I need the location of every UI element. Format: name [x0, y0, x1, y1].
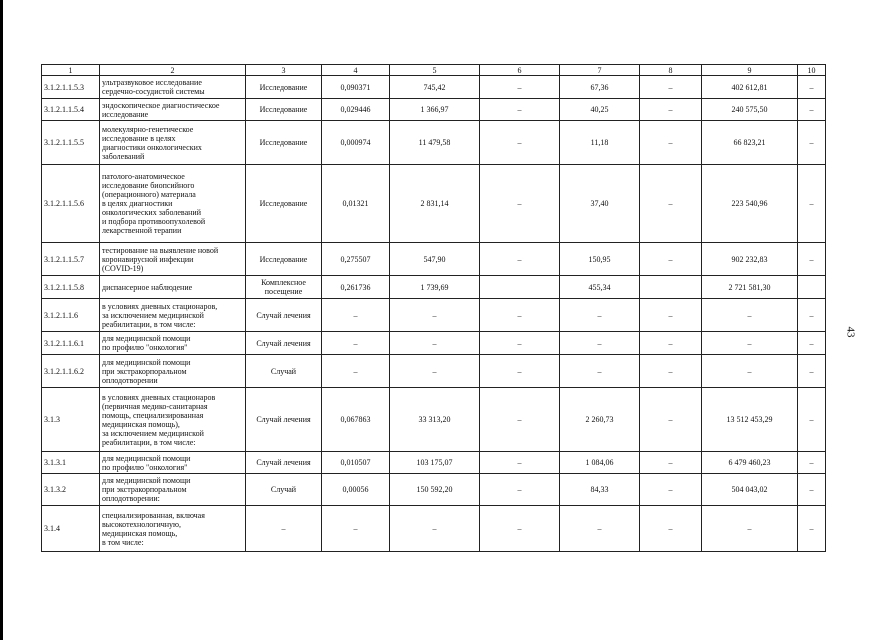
row-name-line: (первичная медико-санитарная — [102, 401, 208, 411]
row-unit: Случай — [246, 474, 322, 506]
row-code: 3.1.3.1 — [42, 452, 100, 474]
row-value-10: – — [798, 243, 826, 276]
row-name-line: для медицинской помощи — [102, 357, 191, 367]
row-name-line: сердечно-сосудистой системы — [102, 87, 205, 96]
column-number-row — [42, 65, 826, 76]
row-value-9: – — [702, 299, 798, 332]
row-value-10: – — [798, 121, 826, 165]
row-value-9: 902 232,83 — [702, 243, 798, 276]
row-name-line: медицинская помощь, — [102, 528, 178, 538]
row-name-line: за исключением медицинской — [102, 310, 204, 320]
column-number: 8 — [640, 65, 702, 76]
row-name-line: за исключением медицинской — [102, 428, 204, 438]
row-code: 3.1.2.1.1.5.6 — [42, 165, 100, 243]
row-value-4: 0,00056 — [322, 474, 390, 506]
row-value-6: – — [480, 243, 560, 276]
row-value-6: – — [480, 76, 560, 99]
row-value-4: 0,067863 — [322, 388, 390, 452]
row-name — [100, 121, 246, 165]
row-value-8: – — [640, 165, 702, 243]
row-value-7: – — [560, 299, 640, 332]
column-number: 9 — [702, 65, 798, 76]
row-value-8: – — [640, 332, 702, 355]
row-value-4: – — [322, 299, 390, 332]
row-name — [100, 506, 246, 552]
row-value-7: – — [560, 355, 640, 388]
row-value-5: 745,42 — [390, 76, 480, 99]
row-value-10: – — [798, 388, 826, 452]
row-unit: Случай лечения — [246, 452, 322, 474]
row-name — [100, 99, 246, 121]
row-unit: Случай лечения — [246, 332, 322, 355]
row-value-6: – — [480, 506, 560, 552]
column-number: 2 — [100, 65, 246, 76]
row-value-5: 150 592,20 — [390, 474, 480, 506]
row-value-9: 223 540,96 — [702, 165, 798, 243]
row-name-line: онкологических заболеваний — [102, 208, 201, 217]
column-number: 3 — [246, 65, 322, 76]
row-name — [100, 165, 246, 243]
row-value-7: 1 084,06 — [560, 452, 640, 474]
row-value-8: – — [640, 388, 702, 452]
row-unit: Случай — [246, 355, 322, 388]
row-value-8: – — [640, 506, 702, 552]
row-value-7: 150,95 — [560, 243, 640, 276]
row-value-6: – — [480, 165, 560, 243]
row-code: 3.1.3.2 — [42, 474, 100, 506]
row-name-line: реабилитации, в том числе: — [102, 437, 196, 447]
row-name-line: в том числе: — [102, 537, 144, 547]
row-value-6: – — [480, 121, 560, 165]
row-value-6 — [480, 276, 560, 299]
row-value-4: 0,275507 — [322, 243, 390, 276]
row-unit: – — [246, 506, 322, 552]
row-code: 3.1.2.1.1.5.3 — [42, 76, 100, 99]
row-name-line: для медицинской помощи — [102, 334, 191, 343]
row-value-10: – — [798, 474, 826, 506]
row-value-10: – — [798, 355, 826, 388]
table-row — [42, 474, 826, 506]
row-value-6: – — [480, 388, 560, 452]
table-row — [42, 165, 826, 243]
row-value-8: – — [640, 76, 702, 99]
row-code: 3.1.2.1.1.5.5 — [42, 121, 100, 165]
row-name — [100, 452, 246, 474]
row-value-10: – — [798, 332, 826, 355]
column-number: 6 — [480, 65, 560, 76]
row-code: 3.1.3 — [42, 388, 100, 452]
row-value-8: – — [640, 355, 702, 388]
row-value-7: – — [560, 506, 640, 552]
row-name-line: исследование биопсийного — [102, 181, 195, 190]
table-row — [42, 121, 826, 165]
row-value-7: 2 260,73 — [560, 388, 640, 452]
row-value-10: – — [798, 76, 826, 99]
row-value-5: 547,90 — [390, 243, 480, 276]
row-unit: Исследование — [246, 165, 322, 243]
page-number: 43 — [844, 326, 857, 338]
row-value-9: 66 823,21 — [702, 121, 798, 165]
column-number: 5 — [390, 65, 480, 76]
row-value-8 — [640, 276, 702, 299]
table-row — [42, 99, 826, 121]
row-name-line: исследование — [102, 109, 149, 119]
table-row — [42, 276, 826, 299]
row-value-7: – — [560, 332, 640, 355]
table-row — [42, 388, 826, 452]
row-value-5: 2 831,14 — [390, 165, 480, 243]
row-value-8: – — [640, 299, 702, 332]
row-value-5: – — [390, 332, 480, 355]
row-value-7: 11,18 — [560, 121, 640, 165]
row-value-4: 0,090371 — [322, 76, 390, 99]
row-value-7: 37,40 — [560, 165, 640, 243]
row-value-5: – — [390, 299, 480, 332]
row-name-line: (операционного) материала — [102, 190, 196, 199]
row-name — [100, 355, 246, 388]
table-row — [42, 355, 826, 388]
row-name-line: эндоскопическое диагностическое — [102, 100, 220, 110]
row-unit: Исследование — [246, 121, 322, 165]
row-unit: Случай лечения — [246, 299, 322, 332]
row-code: 3.1.2.1.1.6.2 — [42, 355, 100, 388]
row-value-7: 84,33 — [560, 474, 640, 506]
row-name-line: исследование в целях — [102, 133, 176, 143]
row-name-line: реабилитации, в том числе: — [102, 319, 196, 329]
row-value-4: – — [322, 355, 390, 388]
row-value-4: 0,000974 — [322, 121, 390, 165]
row-name-line: ультразвуковое исследование — [102, 78, 202, 87]
row-value-8: – — [640, 474, 702, 506]
row-name-line: оплодотворении — [102, 375, 158, 385]
row-name — [100, 76, 246, 99]
table-row — [42, 506, 826, 552]
row-value-9: 402 612,81 — [702, 76, 798, 99]
row-value-5: 1 739,69 — [390, 276, 480, 299]
row-name-line: помощь, специализированная — [102, 410, 204, 420]
row-value-10: – — [798, 299, 826, 332]
row-name — [100, 332, 246, 355]
row-name-line: по профилю "онкология" — [102, 343, 188, 352]
table-row — [42, 243, 826, 276]
row-value-8: – — [640, 243, 702, 276]
row-name-line: по профилю "онкология" — [102, 462, 188, 472]
row-value-4: 0,01321 — [322, 165, 390, 243]
row-value-9: 2 721 581,30 — [702, 276, 798, 299]
row-name-line: при экстракорпоральном — [102, 485, 187, 494]
row-unit: Исследование — [246, 76, 322, 99]
row-value-9: – — [702, 355, 798, 388]
column-number: 10 — [798, 65, 826, 76]
row-value-7: 67,36 — [560, 76, 640, 99]
row-code: 3.1.2.1.1.6 — [42, 299, 100, 332]
row-value-7: 40,25 — [560, 99, 640, 121]
row-name-line: медицинская помощь), — [102, 419, 180, 429]
row-value-6: – — [480, 299, 560, 332]
row-name-line: для медицинской помощи — [102, 476, 191, 485]
row-value-10: – — [798, 165, 826, 243]
row-value-6: – — [480, 99, 560, 121]
row-name-line: молекулярно-генетическое — [102, 124, 194, 134]
row-name-line: оплодотворении: — [102, 494, 160, 503]
row-unit: Исследование — [246, 243, 322, 276]
row-code: 3.1.2.1.1.5.8 — [42, 276, 100, 299]
row-value-9: 13 512 453,29 — [702, 388, 798, 452]
row-name-line: патолого-анатомическое — [102, 172, 185, 181]
row-name — [100, 299, 246, 332]
row-name-line: (COVID-19) — [102, 263, 144, 273]
row-value-8: – — [640, 99, 702, 121]
row-value-9: – — [702, 332, 798, 355]
row-name-line: тестирование на выявление новой — [102, 245, 219, 255]
row-unit: Комплексное посещение — [246, 276, 322, 299]
row-value-10: – — [798, 506, 826, 552]
row-value-10: – — [798, 99, 826, 121]
row-name-line: заболеваний — [102, 151, 145, 161]
row-name-line: специализированная, включая — [102, 510, 205, 520]
row-value-10: – — [798, 452, 826, 474]
row-value-4: 0,261736 — [322, 276, 390, 299]
scan-edge — [0, 0, 3, 640]
row-value-4: – — [322, 506, 390, 552]
row-value-9: – — [702, 506, 798, 552]
table-row — [42, 299, 826, 332]
row-value-9: 240 575,50 — [702, 99, 798, 121]
row-name-line: диагностики онкологических — [102, 142, 202, 152]
row-value-8: – — [640, 121, 702, 165]
row-value-5: 103 175,07 — [390, 452, 480, 474]
row-code: 3.1.4 — [42, 506, 100, 552]
row-value-5: 33 313,20 — [390, 388, 480, 452]
row-code: 3.1.2.1.1.6.1 — [42, 332, 100, 355]
row-name — [100, 388, 246, 452]
table-row — [42, 332, 826, 355]
row-unit: Случай лечения — [246, 388, 322, 452]
row-value-5: – — [390, 506, 480, 552]
row-name — [100, 243, 246, 276]
row-name-line: лекарственной терапии — [102, 226, 182, 235]
row-name-line: для медицинской помощи — [102, 453, 191, 463]
row-value-6: – — [480, 474, 560, 506]
row-name — [100, 474, 246, 506]
row-name-line: и подбора противоопухолевой — [102, 217, 206, 226]
row-value-9: 6 479 460,23 — [702, 452, 798, 474]
row-value-5: 11 479,58 — [390, 121, 480, 165]
column-number: 7 — [560, 65, 640, 76]
row-name-line: высокотехнологичную, — [102, 519, 182, 529]
row-value-6: – — [480, 355, 560, 388]
row-unit: Исследование — [246, 99, 322, 121]
tariff-table — [41, 64, 826, 552]
row-value-10 — [798, 276, 826, 299]
column-number: 1 — [42, 65, 100, 76]
table-row — [42, 76, 826, 99]
row-name — [100, 276, 246, 299]
row-name-line: в условиях дневных стационаров, — [102, 301, 218, 311]
column-number: 4 — [322, 65, 390, 76]
row-value-5: – — [390, 355, 480, 388]
row-name-line: в целях диагностики — [102, 199, 173, 208]
row-value-9: 504 043,02 — [702, 474, 798, 506]
row-name-line: коронавирусной инфекции — [102, 254, 194, 264]
row-code: 3.1.2.1.1.5.7 — [42, 243, 100, 276]
row-value-6: – — [480, 452, 560, 474]
row-value-4: 0,010507 — [322, 452, 390, 474]
row-value-4: – — [322, 332, 390, 355]
row-value-7: 455,34 — [560, 276, 640, 299]
row-code: 3.1.2.1.1.5.4 — [42, 99, 100, 121]
row-value-4: 0,029446 — [322, 99, 390, 121]
table-row — [42, 452, 826, 474]
row-name-line: диспансерное наблюдение — [102, 282, 193, 292]
row-value-6: – — [480, 332, 560, 355]
row-name-line: в условиях дневных стационаров — [102, 392, 216, 402]
row-name-line: при экстракорпоральном — [102, 366, 187, 376]
row-value-8: – — [640, 452, 702, 474]
row-value-5: 1 366,97 — [390, 99, 480, 121]
